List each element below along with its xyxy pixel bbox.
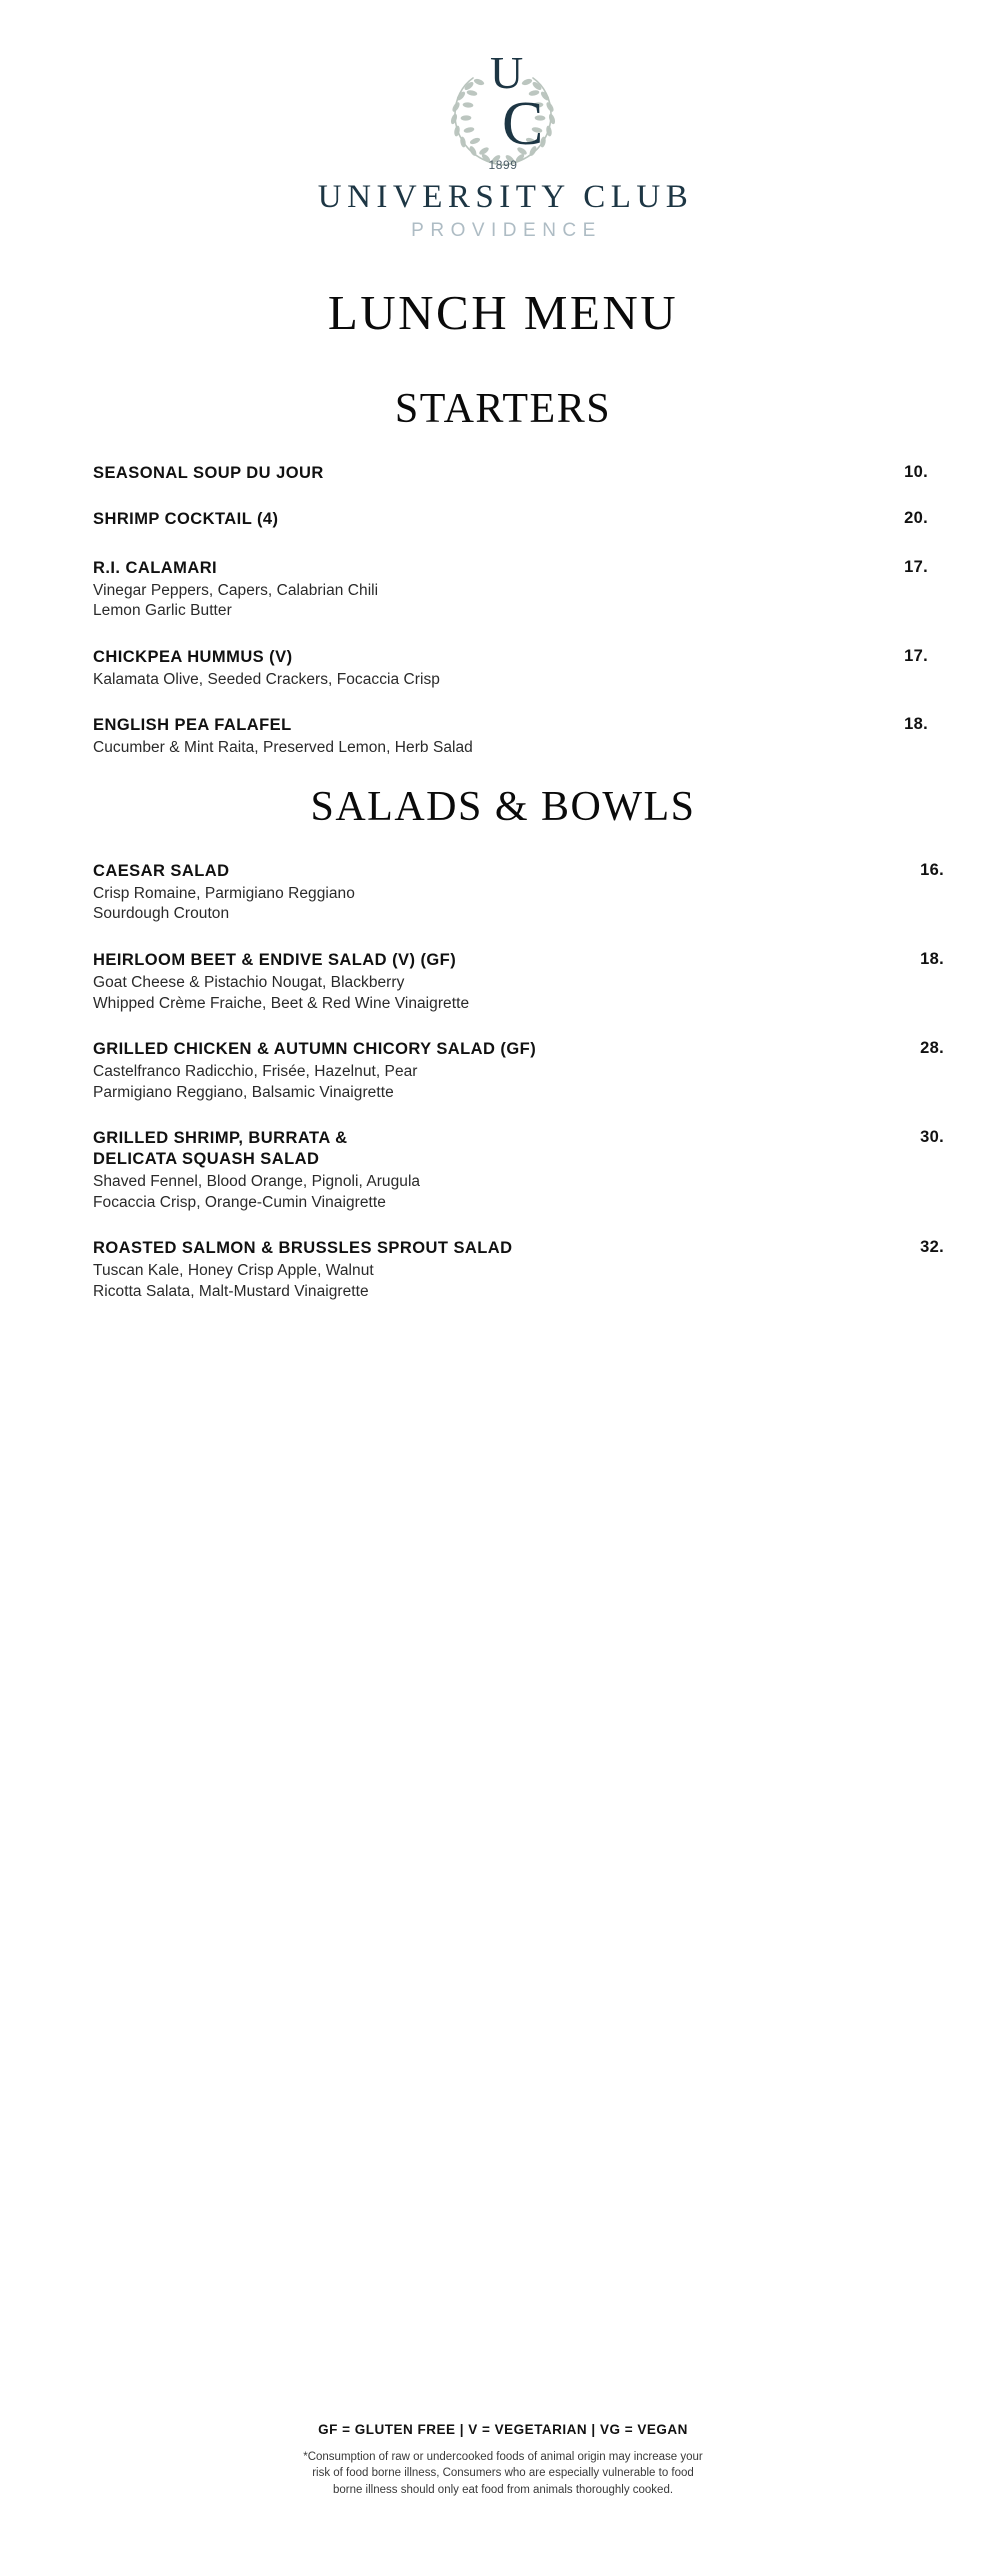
salads-item-list: [0, 861, 1006, 1303]
menu-item-price: 10.: [904, 462, 928, 481]
menu-item-name: SHRIMP COCKTAIL (4): [93, 509, 279, 528]
crest-letter-c: C: [502, 90, 544, 158]
menu-footer: [0, 2422, 1006, 2498]
menu-item-head: [93, 1128, 944, 1170]
menu-item-price: 28.: [920, 1039, 944, 1058]
crest-letter-u: U: [490, 52, 524, 98]
section-salads-and-bowls: [0, 783, 1006, 1303]
menu-item-name: HEIRLOOM BEET & ENDIVE SALAD (V) (GF): [93, 951, 457, 970]
menu-item-price: 16.: [920, 860, 944, 879]
menu-item: [93, 647, 928, 691]
menu-item: [93, 558, 928, 622]
crest-year-text: 1899: [488, 158, 518, 172]
menu-item-name: GRILLED CHICKEN & AUTUMN CHICORY SALAD (GF): [93, 1040, 537, 1059]
menu-item-name: SEASONAL SOUP DU JOUR: [93, 463, 324, 482]
club-name: UNIVERSITY CLUB: [317, 179, 694, 215]
menu-item-head: [93, 861, 944, 882]
menu-item-name: CAESAR SALAD: [93, 861, 230, 880]
menu-item-description: Kalamata Olive, Seeded Crackers, Focaccia Crisp: [93, 670, 440, 688]
menu-item-head: [93, 509, 928, 530]
menu-item-description: Goat Cheese & Pistachio Nougat, Blackberry Whipped Crème Fraiche, Beet & Red Wine Vinaigrette: [93, 973, 470, 1012]
menu-header: [0, 0, 1006, 242]
crest-svg: [428, 52, 578, 174]
menu-item-price: 30.: [920, 1128, 944, 1147]
menu-item-price: 18.: [904, 715, 928, 734]
menu-item-price: 17.: [904, 646, 928, 665]
menu-item-name: ROASTED SALMON & BRUSSLES SPROUT SALAD: [93, 1239, 513, 1258]
menu-item: [93, 463, 928, 484]
club-city: PROVIDENCE: [411, 219, 602, 241]
menu-item-description: Tuscan Kale, Honey Crisp Apple, Walnut Ricotta Salata, Malt-Mustard Vinaigrette: [93, 1262, 374, 1301]
menu-item: [93, 1128, 944, 1213]
section-heading-salads: SALADS & BOWLS: [310, 783, 696, 830]
menu-item-head: [93, 558, 928, 579]
menu-item: [93, 1238, 944, 1302]
menu-item-price: 32.: [920, 1238, 944, 1257]
section-starters: [0, 385, 1006, 759]
menu-item: [93, 1039, 944, 1103]
menu-item-description: Cucumber & Mint Raita, Preserved Lemon, Herb Salad: [93, 739, 473, 757]
menu-item: [93, 509, 928, 530]
menu-item-name: R.I. CALAMARI: [93, 558, 218, 577]
university-club-crest-logo: [428, 52, 578, 174]
menu-item-head: [93, 463, 928, 484]
dietary-legend: GF = GLUTEN FREE | V = VEGETARIAN | VG = VEGAN: [318, 2422, 688, 2438]
menu-item-name: GRILLED SHRIMP, BURRATA & DELICATA SQUASH SALAD: [93, 1129, 348, 1169]
menu-item: [93, 950, 944, 1014]
menu-item-name: CHICKPEA HUMMUS (V): [93, 647, 293, 666]
menu-item-description: Shaved Fennel, Blood Orange, Pignoli, Arugula Focaccia Crisp, Orange-Cumin Vinaigrette: [93, 1173, 421, 1211]
menu-item-head: [93, 1039, 944, 1060]
menu-item-price: 17.: [904, 557, 928, 576]
starters-item-list: [0, 463, 1006, 759]
menu-item-head: [93, 715, 928, 736]
health-disclaimer: *Consumption of raw or undercooked foods of animal origin may increase your risk of food borne illness, Consumers who are especially vulnerable to food borne illness should only eat food from animals thoroughly cooked.: [303, 2451, 703, 2496]
menu-item-description: Vinegar Peppers, Capers, Calabrian Chili Lemon Garlic Butter: [93, 581, 379, 620]
menu-item-price: 18.: [920, 950, 944, 969]
page-title: LUNCH MENU: [327, 284, 679, 340]
menu-item-head: [93, 950, 944, 971]
menu-item: [93, 715, 928, 759]
menu-item-head: [93, 647, 928, 668]
menu-item-description: Crisp Romaine, Parmigiano Reggiano Sourdough Crouton: [93, 884, 355, 923]
menu-item: [93, 861, 944, 925]
menu-item-description: Castelfranco Radicchio, Frisée, Hazelnut, Pear Parmigiano Reggiano, Balsamic Vinaigrette: [93, 1063, 418, 1101]
section-heading-starters: STARTERS: [394, 385, 612, 432]
menu-item-price: 20.: [904, 508, 928, 527]
menu-item-head: [93, 1238, 944, 1259]
menu-item-name: ENGLISH PEA FALAFEL: [93, 716, 292, 735]
